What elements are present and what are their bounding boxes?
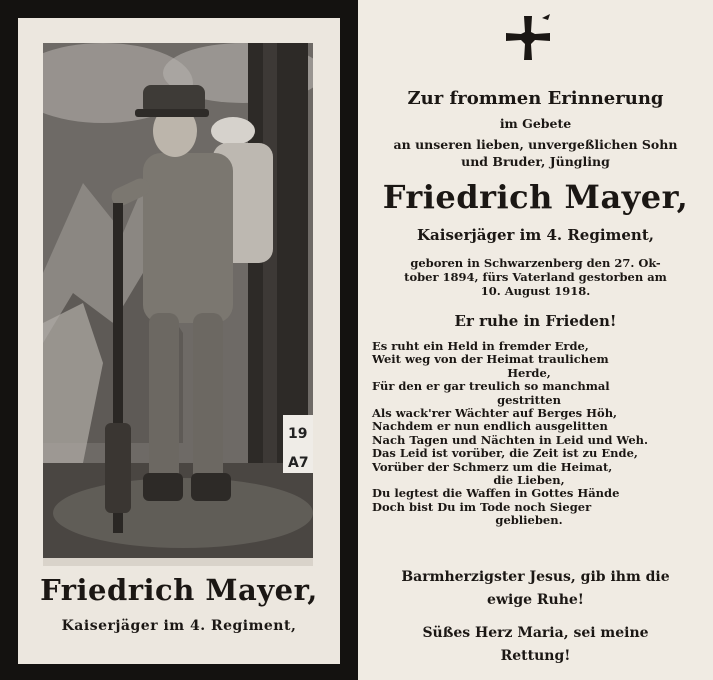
poem-line: die Lieben, — [493, 473, 565, 488]
poem-line: Das Leid ist vorüber, die Zeit ist zu Ende, — [372, 446, 638, 461]
poem-line: Nachdem er nun endlich ausgelitten — [372, 419, 608, 434]
birth-line-3: 10. August 1918. — [480, 284, 591, 298]
rest-in-peace: Er ruhe in Frieden! — [454, 312, 617, 330]
poem-line: Nach Tagen und Nächten in Leid und Weh. — [372, 432, 649, 447]
birth-text — [358, 256, 713, 298]
poem — [372, 340, 686, 528]
poem-line: Du legtest die Waffen in Gottes Hände — [372, 486, 620, 501]
birth-line-2: tober 1894, fürs Vaterland gestorben am — [404, 270, 667, 284]
poem-line: Vorüber der Schmerz um die Heimat, — [372, 459, 613, 474]
prayer-jesus-line-1: Barmherzigster Jesus, gib ihm die — [401, 569, 670, 585]
prayer-maria — [358, 622, 713, 668]
line-im-gebete: im Gebete — [499, 116, 572, 131]
prayer-jesus — [358, 566, 713, 612]
left-name: Friedrich Mayer, — [40, 573, 318, 607]
right-regiment: Kaiserjäger im 4. Regiment, — [417, 226, 654, 244]
prayer-maria-line-1: Süßes Herz Maria, sei meine — [422, 625, 649, 641]
left-subtitle: Kaiserjäger im 4. Regiment, — [61, 618, 297, 634]
poem-line: Es ruht ein Held in fremder Erde, — [372, 339, 589, 353]
heading: Zur frommen Erinnerung — [407, 88, 664, 109]
poem-line: Weit weg von der Heimat traulichem — [372, 352, 609, 367]
iron-cross-icon — [502, 12, 554, 64]
right-name: Friedrich Mayer, — [382, 178, 689, 216]
poem-line: Herde, — [507, 365, 551, 380]
poem-line: Als wack'rer Wächter auf Berges Höh, — [372, 406, 618, 421]
prayer-jesus-line-2: ewige Ruhe! — [487, 592, 584, 608]
poem-line: geblieben. — [495, 513, 563, 528]
plate-number-top: 19 — [288, 426, 308, 442]
poem-line: Für den er gar treulich so manchmal — [372, 379, 610, 394]
prayer-maria-line-2: Rettung! — [500, 648, 571, 664]
plate-number-bottom: A7 — [288, 455, 309, 471]
poem-line: Doch bist Du im Tode noch Sieger — [372, 499, 592, 514]
soldier-photo — [43, 43, 313, 558]
birth-line-1: geboren in Schwarzenberg den 27. Ok- — [410, 256, 661, 270]
line-bruder: und Bruder, Jüngling — [461, 154, 610, 169]
photo-underline-strip — [43, 558, 313, 566]
poem-line: gestritten — [497, 392, 561, 407]
line-unseren: an unseren lieben, unvergeßlichen Sohn — [393, 137, 678, 152]
left-card-paper — [18, 18, 340, 664]
